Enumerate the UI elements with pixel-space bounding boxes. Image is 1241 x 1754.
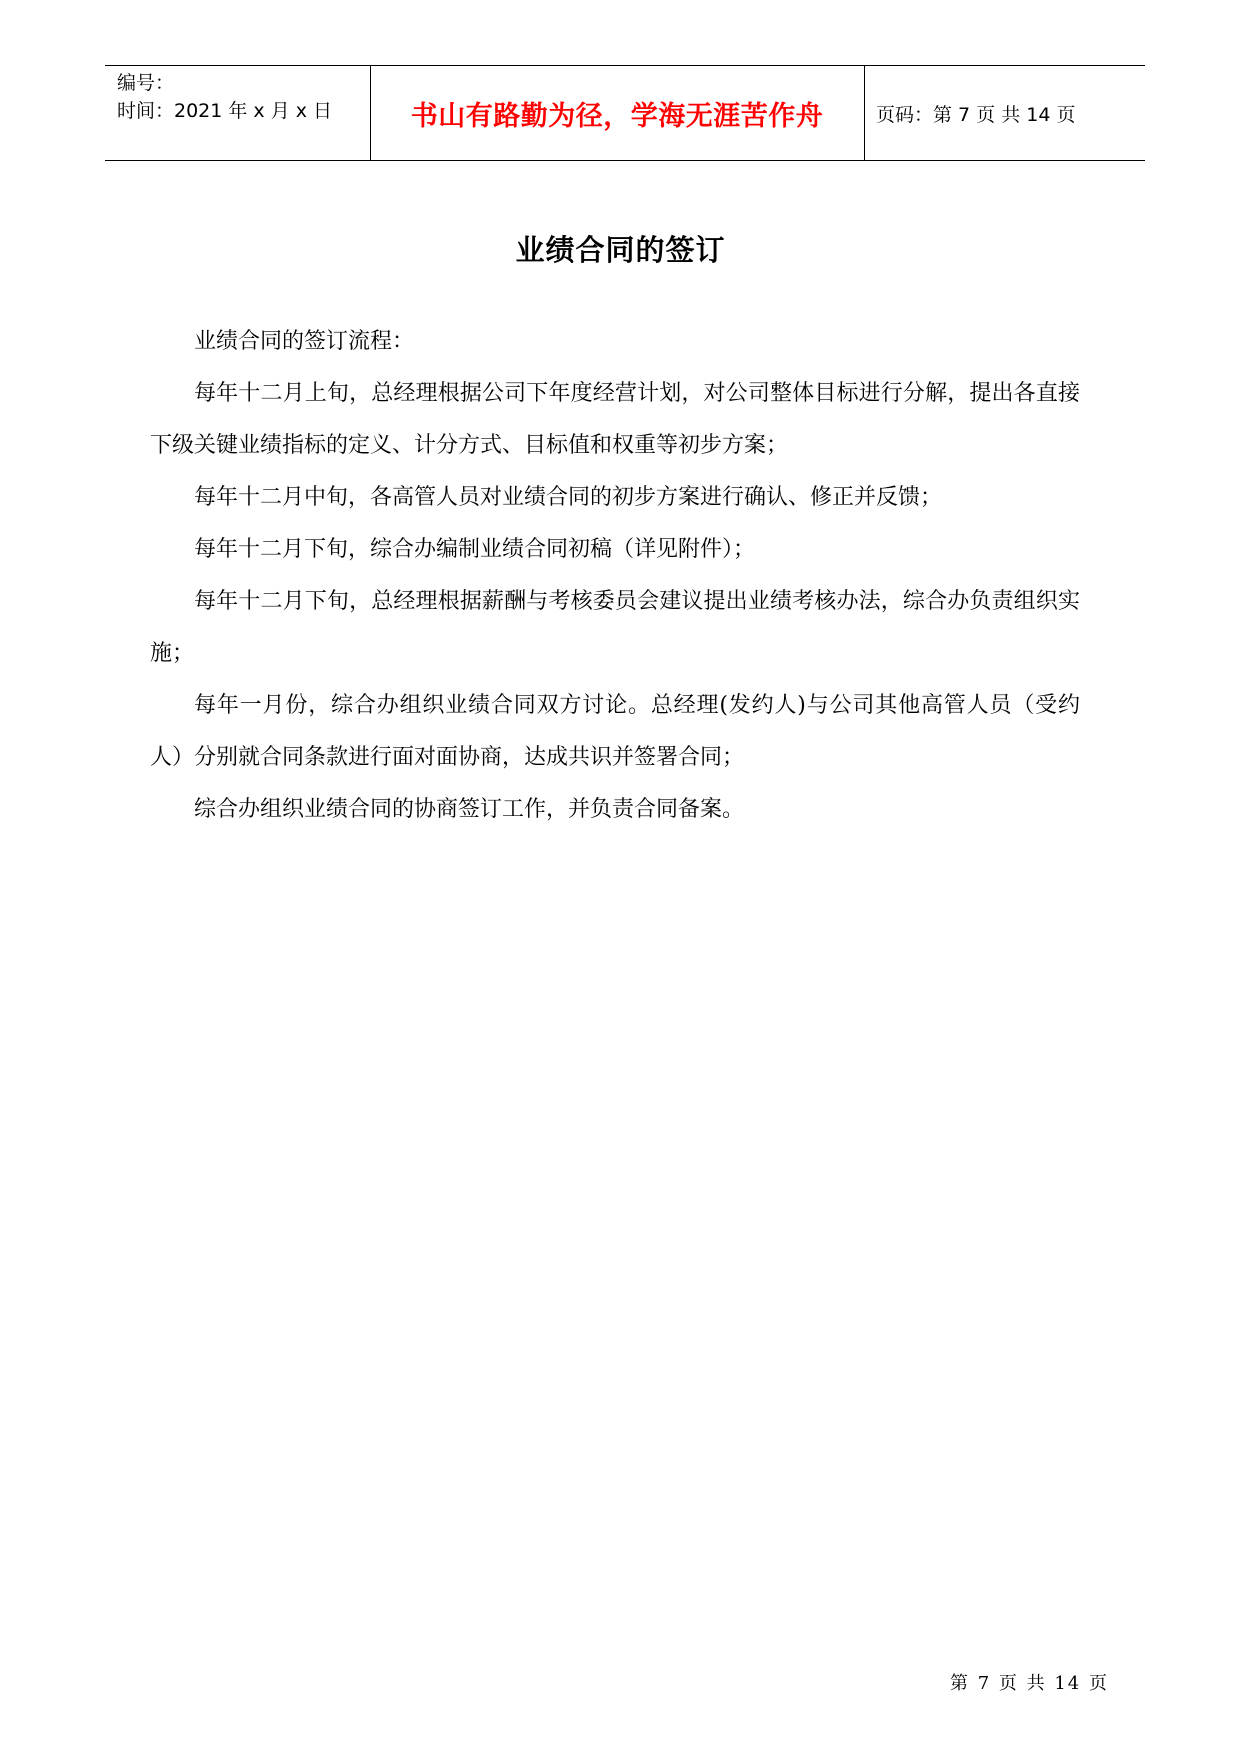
header-info-cell <box>105 66 371 160</box>
paragraph-step-4: 每年十二月下旬，总经理根据薪酬与考核委员会建议提出业绩考核办法，综合办负责组织实施； <box>150 589 1080 666</box>
document-body <box>150 316 1080 836</box>
paragraph-step-1: 每年十二月上旬，总经理根据公司下年度经营计划，对公司整体目标进行分解，提出各直接下级关键业绩指标的定义、计分方式、目标值和权重等初步方案； <box>150 381 1080 458</box>
serial-number-label: 编号： <box>117 72 175 94</box>
paragraph-step-2: 每年十二月中旬，各高管人员对业绩合同的初步方案进行确认、修正并反馈； <box>194 485 943 510</box>
header-page-cell <box>864 66 1145 160</box>
motto-text: 书山有路勤为径，学海无涯苦作舟 <box>410 100 824 132</box>
paragraph-step-6: 综合办组织业绩合同的协商签订工作，并负责合同备案。 <box>194 797 745 822</box>
date-label: 时间：2021 年 x 月 x 日 <box>117 100 333 122</box>
paragraph-step-3: 每年十二月下旬，综合办编制业绩合同初稿（详见附件）； <box>194 537 756 562</box>
page-header <box>105 65 1145 161</box>
header-motto-cell <box>370 66 865 160</box>
header-page-number: 页码：第 7 页 共 14 页 <box>876 103 1076 126</box>
document-title: 业绩合同的签订 <box>515 233 726 267</box>
page-footer: 第 7 页 共 14 页 <box>950 1673 1109 1694</box>
paragraph-step-5: 每年一月份，综合办组织业绩合同双方讨论。总经理(发约人)与公司其他高管人员（受约人）分别就合同条款进行面对面协商，达成共识并签署合同； <box>150 693 1080 770</box>
paragraph-intro: 业绩合同的签订流程： <box>194 329 415 354</box>
